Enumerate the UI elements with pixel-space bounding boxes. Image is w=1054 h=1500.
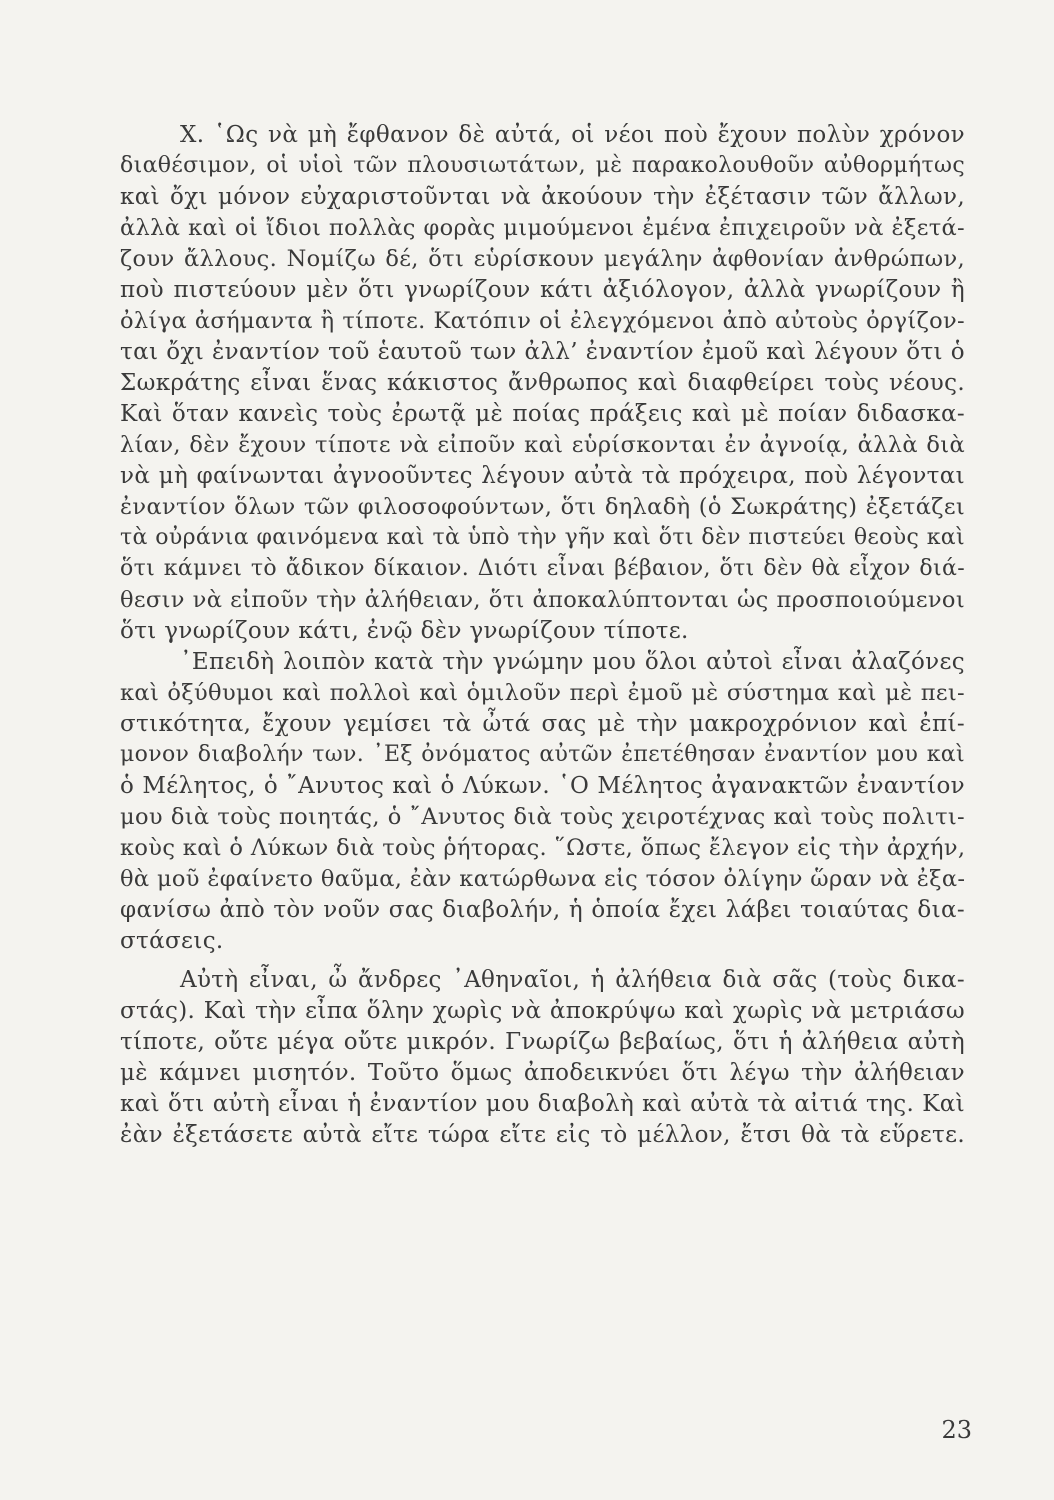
text-line: καὶ ὅτι αὐτὴ εἶναι ἡ ἐναντίον μου διαβολὴ καὶ αὐτὰ τὰ αἰτιά της. Καὶ	[120, 1091, 965, 1117]
text-line: ζουν ἄλλους. Νομίζω δέ, ὅτι εὑρίσκουν μεγάλην ἀφθονίαν ἀνθρώπων,	[120, 246, 965, 272]
text-line: κοὺς καὶ ὁ Λύκων διὰ τοὺς ῥήτορας. ῞Ωστε, ὅπως ἔλεγον εἰς τὴν ἀρχήν,	[120, 835, 966, 861]
text-line: μὲ κάμνει μισητόν. Τοῦτο ὅμως ἀποδεικνύει ὅτι λέγω τὴν ἀλήθειαν	[120, 1060, 965, 1086]
text-line: ἐναντίον ὅλων τῶν φιλοσοφούντων, ὅτι δηλαδὴ (ὁ Σωκράτης) ἐξετάζει	[120, 494, 965, 520]
page-number: 23	[941, 1416, 972, 1444]
text-line: μονον διαβολήν των. ᾿Εξ ὀνόματος αὐτῶν ἐπετέθησαν ἐναντίον μου καὶ	[120, 742, 965, 767]
text-line: ἐὰν ἐξετάσετε αὐτὰ εἴτε τώρα εἴτε εἰς τὸ μέλλον, ἔτσι θὰ τὰ εὕρετε.	[120, 1122, 965, 1148]
text-line: θεσιν νὰ εἰποῦν τὴν ἀλήθειαν, ὅτι ἀποκαλύπτονται ὡς προσποιούμενοι	[120, 587, 965, 613]
text-line: διαθέσιμον, οἱ υἱοὶ τῶν πλουσιωτάτων, μὲ παρακολουθοῦν αὐθορμήτως	[120, 153, 965, 178]
text-line: λίαν, δὲν ἔχουν τίποτε νὰ εἰποῦν καὶ εὑρίσκονται ἐν ἀγνοίᾳ, ἀλλὰ διὰ	[120, 432, 965, 458]
text-line: ᾿Επειδὴ λοιπὸν κατὰ τὴν γνώμην μου ὅλοι αὐτοὶ εἶναι ἀλαζόνες	[180, 649, 965, 675]
text-line: ποὺ πιστεύουν μὲν ὅτι γνωρίζουν κάτι ἀξιόλογον, ἀλλὰ γνωρίζουν ἢ	[120, 277, 965, 303]
text-line: ὁ Μέλητος, ὁ ῎Ανυτος καὶ ὁ Λύκων. ῾Ο Μέλητος ἀγανακτῶν ἐναντίον	[120, 773, 965, 799]
text-line: στικότητα, ἔχουν γεμίσει τὰ ὦτά σας μὲ τὴν μακροχρόνιον καὶ ἐπί-	[120, 711, 965, 737]
text-line: Καὶ ὅταν κανεὶς τοὺς ἐρωτᾷ μὲ ποίας πράξεις καὶ μὲ ποίαν διδασκα-	[120, 401, 965, 427]
text-line: ὅτι κάμνει τὸ ἄδικον δίκαιον. Διότι εἶναι βέβαιον, ὅτι δὲν θὰ εἶχον διά-	[120, 556, 965, 581]
text-line: ται ὄχι ἐναντίον τοῦ ἑαυτοῦ των ἀλλ’ ἐναντίον ἐμοῦ καὶ λέγουν ὅτι ὁ	[120, 339, 965, 365]
text-line: καὶ ὀξύθυμοι καὶ πολλοὶ καὶ ὁμιλοῦν περὶ ἐμοῦ μὲ σύστημα καὶ μὲ πει-	[120, 680, 965, 706]
text-line: ὀλίγα ἀσήμαντα ἢ τίποτε. Κατόπιν οἱ ἐλεγχόμενοι ἀπὸ αὐτοὺς ὀργίζον-	[120, 308, 965, 334]
text-line: τίποτε, οὔτε μέγα οὔτε μικρόν. Γνωρίζω βεβαίως, ὅτι ἡ ἀλήθεια αὐτὴ	[120, 1029, 965, 1055]
text-line: στάς). Καὶ τὴν εἶπα ὅλην χωρὶς νὰ ἀποκρύψω καὶ χωρὶς νὰ μετριάσω	[120, 998, 965, 1024]
text-line: ὅτι γνωρίζουν κάτι, ἐνῷ δὲν γνωρίζουν τίποτε.	[120, 618, 689, 644]
text-line: καὶ ὄχι μόνον εὐχαριστοῦνται νὰ ἀκούουν τὴν ἐξέτασιν τῶν ἄλλων,	[120, 184, 965, 210]
text-line: θὰ μοῦ ἐφαίνετο θαῦμα, ἐὰν κατώρθωνα εἰς τόσον ὀλίγην ὥραν νὰ ἐξα-	[120, 866, 966, 892]
text-line: Αὐτὴ εἶναι, ὦ ἄνδρες ᾿Αθηναῖοι, ἡ ἀλήθεια διὰ σᾶς (τοὺς δικα-	[180, 967, 965, 993]
text-line: μου διὰ τοὺς ποιητάς, ὁ ῎Ανυτος διὰ τοὺς χειροτέχνας καὶ τοὺς πολιτι-	[120, 804, 965, 830]
text-line: τὰ οὐράνια φαινόμενα καὶ τὰ ὑπὸ τὴν γῆν καὶ ὅτι δὲν πιστεύει θεοὺς καὶ	[120, 525, 965, 550]
text-line: ἀλλὰ καὶ οἱ ἴδιοι πολλὰς φορὰς μιμούμενοι ἐμένα ἐπιχειροῦν νὰ ἐξετά-	[120, 215, 965, 241]
text-line: X. ῾Ως νὰ μὴ ἔφθανον δὲ αὐτά, οἱ νέοι ποὺ ἔχουν πολὺν χρόνον	[180, 122, 965, 148]
text-line: φανίσω ἀπὸ τὸν νοῦν σας διαβολήν, ἡ ὁποία ἔχει λάβει τοιαύτας δια-	[120, 897, 965, 923]
text-line: στάσεις.	[120, 928, 224, 954]
text-line: Σωκράτης εἶναι ἕνας κάκιστος ἄνθρωπος καὶ διαφθείρει τοὺς νέους.	[120, 370, 965, 396]
text-line: νὰ μὴ φαίνωνται ἀγνοοῦντες λέγουν αὐτὰ τὰ πρόχειρα, ποὺ λέγονται	[120, 463, 965, 489]
